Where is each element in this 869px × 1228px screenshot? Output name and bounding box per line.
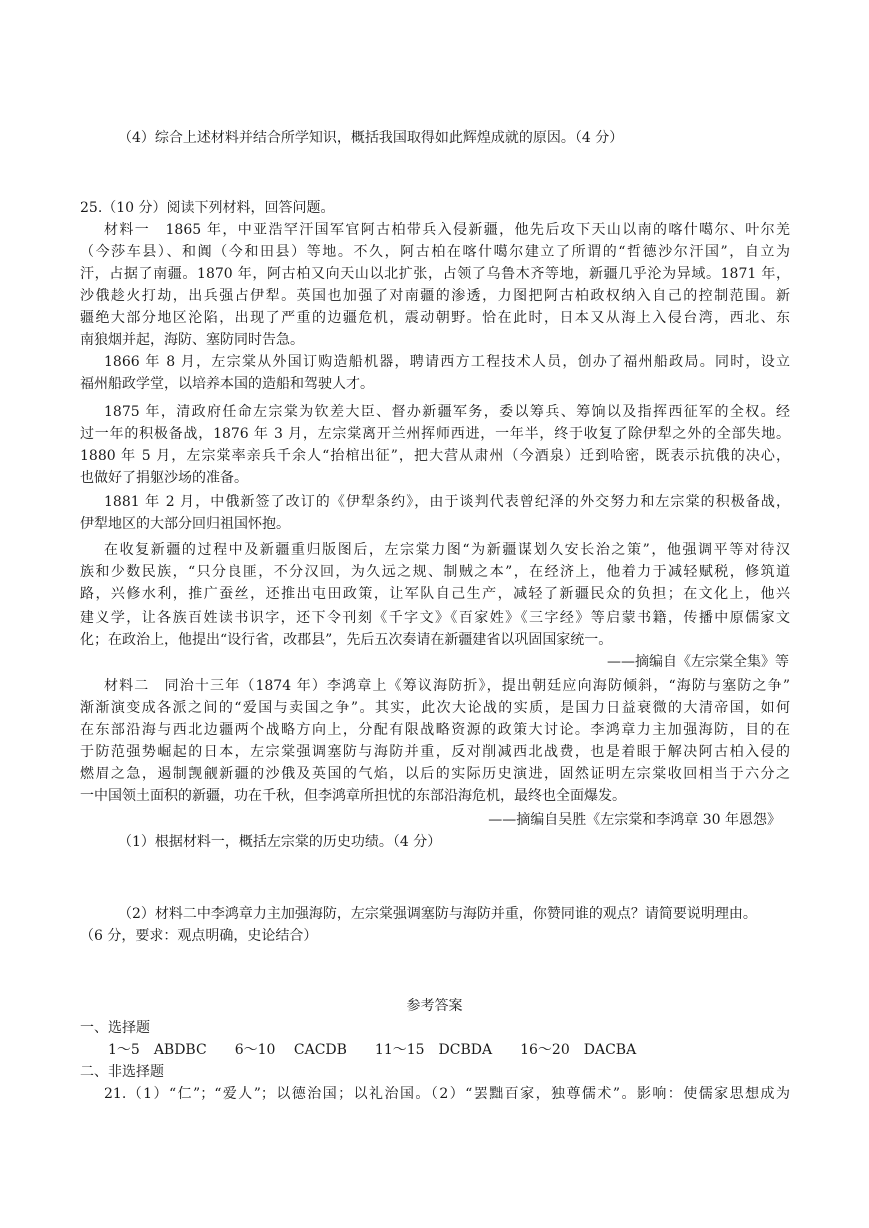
q25-header: 25.（10 分）阅读下列材料，回答问题。 (80, 200, 335, 216)
material-line: 材料二 同治十三年（1874 年）李鸿章上《筹议海防折》，提出朝廷应向海防倾斜，“海防与塞防之争” (104, 678, 790, 694)
paragraph-line: 化；在政治上，他提出“设行省，改郡县”，先后五次奏请在新疆建省以巩固国家统一。 (80, 632, 613, 648)
paragraph-line: 1866 年 8 月，左宗棠从外国订购造船机器，聘请西方工程技术人员，创办了福州船政局。同时，设立 (104, 354, 790, 370)
q24-part4: （4）综合上述材料并结合所学知识，概括我国取得如此辉煌成就的原因。（4 分） (118, 130, 624, 146)
paragraph-line: 福州船政学堂，以培养本国的造船和驾驶人才。 (80, 376, 374, 392)
paragraph-line: 在收复新疆的过程中及新疆重归版图后，左宗棠力图“为新疆谋划久安长治之策”，他强调平等对待汉 (104, 542, 790, 558)
material-line: 南狼烟并起，海防、塞防同时告急。 (80, 332, 304, 348)
paragraph-line: 过一年的积极备战，1876 年 3 月，左宗棠离开兰州挥师西进，一年半，终于收复了除伊犁之外的全部失地。 (80, 426, 790, 442)
q25-part1: （1）根据材料一，概括左宗棠的历史功绩。（4 分） (118, 834, 442, 850)
paragraph-line: 建义学，让各族百姓读书识字，还下令刊刻《千字文》《百家姓》《三字经》等启蒙书籍，传播中原儒家文 (80, 610, 790, 626)
material-line: 一中国领土面积的新疆，功在千秋，但李鸿章所担忧的东部沿海危机，最终也全面爆发。 (80, 788, 626, 804)
paragraph-line: 族和少数民族，“只分良匪，不分汉回，为久远之规、制贼之本”，在经济上，他着力于减轻赋税，修筑道 (80, 564, 790, 580)
source-credit: ——摘编自吴胜《左宗棠和李鸿章 30 年恩怨》 (488, 812, 781, 828)
paragraph-line: 1875 年，清政府任命左宗棠为钦差大臣、督办新疆军务，委以筹兵、筹饷以及指挥西征军的全权。经 (104, 404, 790, 420)
answers-q21: 21.（1）“仁”；“爱人”；以德治国；以礼治国。（2）“罢黜百家，独尊儒术”。影响：使儒家思想成为 (104, 1086, 790, 1102)
material-line: 于防范强势崛起的日本，左宗棠强调塞防与海防并重，反对削减西北战费，也是着眼于解决阿古柏入侵的 (80, 744, 790, 760)
q25-part2-line2: （6 分，要求：观点明确，史论结合） (80, 928, 318, 944)
source-credit: ——摘编自《左宗棠全集》等 (607, 654, 789, 670)
material-line: 沙俄趁火打劫，出兵强占伊犁。英国也加强了对南疆的渗透，力图把阿古柏政权纳入自己的控制范围。新 (80, 288, 790, 304)
material-line: 汗，占据了南疆。1870 年，阿古柏又向天山以北扩张，占领了乌鲁木齐等地，新疆几乎沦为异域。1871 年， (80, 266, 790, 282)
paragraph-line: 也做好了捐躯沙场的准备。 (80, 470, 248, 486)
q25-part2-line1: （2）材料二中李鸿章力主加强海防，左宗棠强调塞防与海防并重，你赞同谁的观点？请简要说明理由。 (118, 906, 757, 922)
paragraph-line: 路，兴修水利，推广蚕丝，还推出屯田政策，让军队自己生产，减轻了新疆民众的负担；在文化上，他兴 (80, 586, 790, 602)
answers-title: 参考答案 (406, 998, 463, 1014)
material-line: 渐渐演变成各派之间的“爱国与卖国之争”。其实，此次大论战的实质，是国力日益衰微的大清帝国，如何 (80, 700, 790, 716)
paragraph-line: 1881 年 2 月，中俄新签了改订的《伊犁条约》，由于谈判代表曾纪泽的外交努力和左宗棠的积极备战， (104, 494, 790, 510)
material-line: 疆绝大部分地区沦陷，出现了严重的边疆危机，震动朝野。恰在此时，日本又从海上入侵台湾，西北、东 (80, 310, 790, 326)
material-line: （今莎车县）、和阗（今和田县）等地。不久，阿古柏在喀什噶尔建立了所谓的“哲德沙尔汗国”，自立为 (80, 244, 790, 260)
material-line: 在东部沿海与西北边疆两个战略方向上，分配有限战略资源的政策大讨论。李鸿章力主加强海防，目的在 (80, 722, 790, 738)
answers-section-essay: 二、非选择题 (80, 1064, 164, 1080)
answers-section-mc: 一、选择题 (80, 1020, 150, 1036)
material-line: 材料一 1865 年，中亚浩罕汗国军官阿古柏带兵入侵新疆，他先后攻下天山以南的喀什噶尔、叶尔羌 (104, 222, 790, 238)
answers-mc-row: 1～5 ABDBC 6～10 CACDB 11～15 DCBDA 16～20 DACBA (108, 1042, 637, 1058)
paragraph-line: 伊犁地区的大部分回归祖国怀抱。 (80, 516, 290, 532)
paragraph-line: 1880 年 5 月，左宗棠率亲兵千余人“抬棺出征”，把大营从肃州（今酒泉）迁到哈密，既表示抗俄的决心， (80, 448, 790, 464)
material-line: 燃眉之急，遏制觊觎新疆的沙俄及英国的气焰，以后的实际历史演进，固然证明左宗棠收回相当于六分之 (80, 766, 790, 782)
